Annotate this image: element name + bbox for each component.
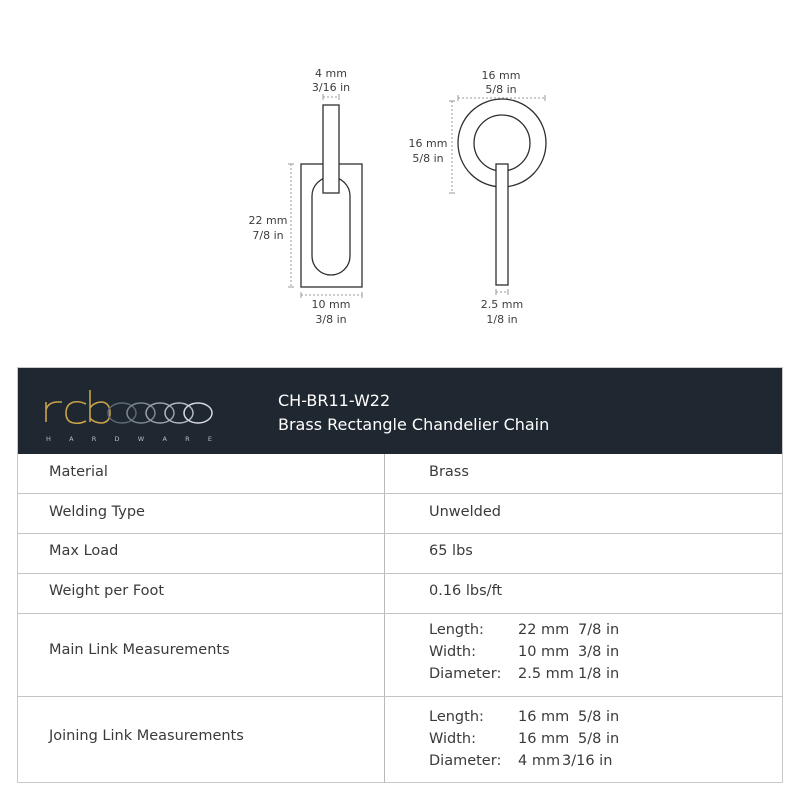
meas-in: 7/8 in	[578, 622, 620, 638]
meas-mm: 16 mm	[518, 731, 570, 747]
main-link-measurements	[429, 619, 619, 685]
meas-mm: 4 mm	[518, 753, 561, 769]
row-value-max-load: 65 lbs	[429, 543, 473, 559]
logo-wordmark-icon	[46, 390, 110, 423]
ring-inner	[474, 115, 530, 171]
dim-main-width-in: 3/8 in	[315, 313, 347, 326]
table-row-joining-link	[18, 696, 782, 783]
chain-link-diagram	[0, 0, 800, 340]
product-sku: CH-BR11-W22	[278, 391, 391, 410]
meas-mm: 10 mm	[518, 644, 570, 660]
dim-joining-bar-in: 3/16 in	[311, 81, 351, 94]
row-label-weight-per-foot: Weight per Foot	[49, 583, 165, 599]
row-label-joining-link: Joining Link Measurements	[49, 728, 244, 744]
meas-name: Width:	[429, 644, 477, 660]
dim-ring-width-in: 5/8 in	[485, 83, 517, 96]
joining-bar-top	[323, 105, 339, 193]
table-row	[18, 454, 782, 493]
dim-joining-bar-mm: 4 mm	[315, 67, 347, 80]
meas-in: 5/8 in	[578, 709, 620, 725]
meas-name: Diameter:	[429, 666, 502, 682]
main-link-side-bar	[496, 164, 508, 285]
table-row	[18, 493, 782, 533]
dim-bar-diameter-mm: 2.5 mm	[480, 298, 524, 311]
spec-table	[17, 367, 783, 783]
dim-ring-height-mm: 16 mm	[408, 137, 448, 150]
joining-link-drawing	[458, 99, 546, 285]
meas-in: 3/8 in	[578, 644, 620, 660]
product-name: Brass Rectangle Chandelier Chain	[278, 415, 550, 434]
meas-in: 3/16 in	[562, 753, 613, 769]
meas-mm: 16 mm	[518, 709, 570, 725]
dim-main-length-mm: 22 mm	[248, 214, 288, 227]
main-link-drawing	[301, 105, 362, 287]
row-value-welding-type: Unwelded	[429, 504, 501, 520]
dim-ring-height-in: 5/8 in	[412, 152, 444, 165]
row-value-material: Brass	[429, 464, 469, 480]
row-label-max-load: Max Load	[49, 543, 119, 559]
meas-mm: 22 mm	[518, 622, 570, 638]
meas-in: 5/8 in	[578, 731, 620, 747]
row-value-weight-per-foot: 0.16 lbs/ft	[429, 583, 503, 599]
meas-name: Length:	[429, 709, 484, 725]
meas-name: Width:	[429, 731, 477, 747]
logo-chain-icon	[108, 403, 212, 423]
logo-subtitle: H A R D W A R E	[46, 435, 212, 443]
dim-ring-width-mm: 16 mm	[481, 69, 521, 82]
table-row	[18, 573, 782, 613]
spec-header	[18, 368, 782, 454]
dim-bar-diameter-in: 1/8 in	[486, 313, 518, 326]
meas-in: 1/8 in	[578, 666, 620, 682]
row-label-material: Material	[49, 464, 108, 480]
dim-main-length-in: 7/8 in	[252, 229, 284, 242]
dim-main-width-mm: 10 mm	[311, 298, 351, 311]
row-label-welding-type: Welding Type	[49, 504, 145, 520]
meas-name: Length:	[429, 622, 484, 638]
table-row	[18, 533, 782, 573]
meas-mm: 2.5 mm	[518, 666, 574, 682]
table-row-main-link	[18, 613, 782, 696]
joining-link-measurements	[429, 706, 619, 772]
row-label-main-link: Main Link Measurements	[49, 642, 230, 658]
rch-hardware-logo	[42, 388, 222, 446]
meas-name: Diameter:	[429, 753, 502, 769]
